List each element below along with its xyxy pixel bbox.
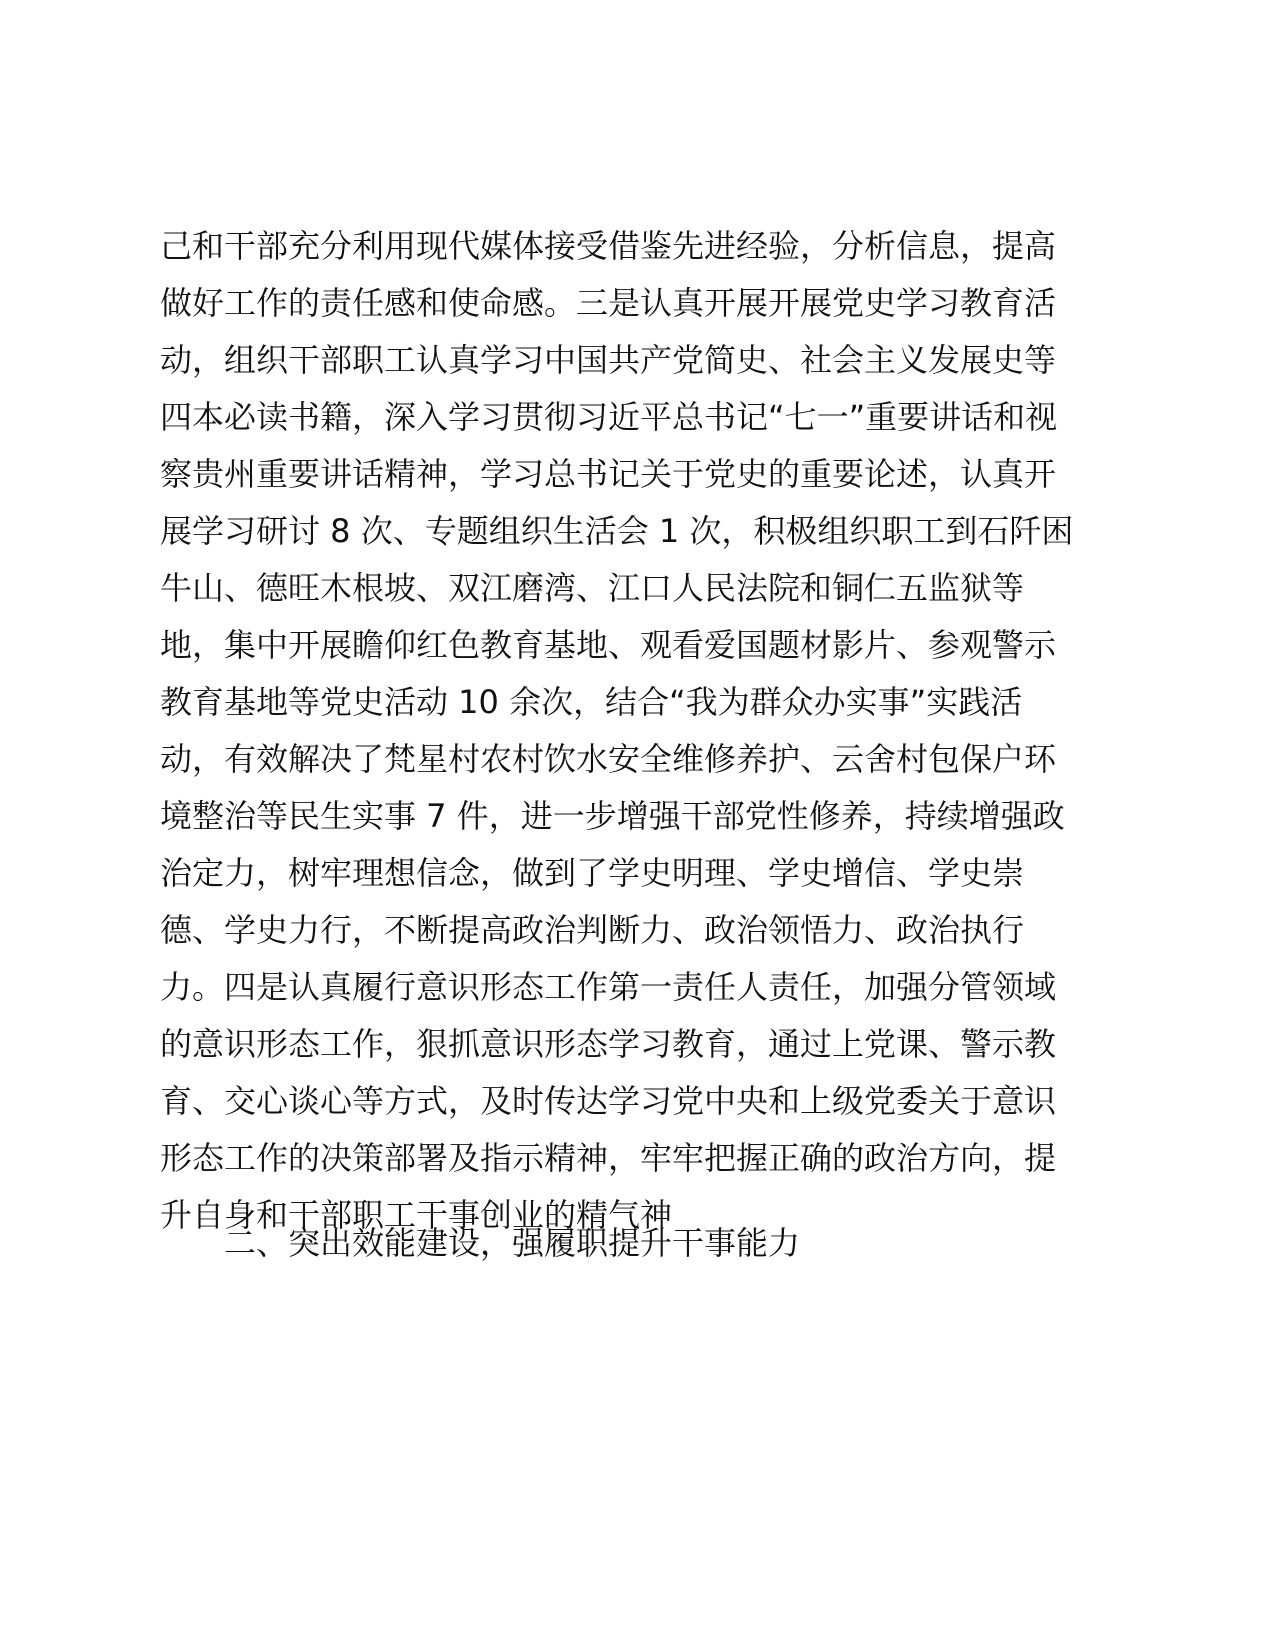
paragraph-line: 动，有效解决了梵星村农村饮水安全维修养护、云舍村包保户环 — [160, 740, 1057, 778]
paragraph-line: 境整治等民生实事 7 件，进一步增强干部党性修养，持续增强政 — [160, 797, 1065, 835]
paragraph-line: 牛山、德旺木根坡、双江磨湾、江口人民法院和铜仁五监狱等 — [160, 569, 1025, 607]
paragraph-line: 展学习研讨 8 次、专题组织生活会 1 次，积极组织职工到石阡困 — [160, 512, 1074, 550]
paragraph-line: 德、学史力行，不断提高政治判断力、政治领悟力、政治执行 — [160, 911, 1025, 949]
paragraph-line: 力。四是认真履行意识形态工作第一责任人责任，加强分管领域 — [160, 968, 1057, 1006]
paragraph-line: 的意识形态工作，狠抓意识形态学习教育，通过上党课、警示教 — [160, 1025, 1057, 1063]
paragraph-line: 治定力，树牢理想信念，做到了学史明理、学史增信、学史崇 — [160, 854, 1025, 892]
paragraph-line: 察贵州重要讲话精神，学习总书记关于党史的重要论述，认真开 — [160, 455, 1057, 493]
paragraph-line: 四本必读书籍，深入学习贯彻习近平总书记“七一”重要讲话和视 — [160, 398, 1058, 436]
paragraph-line: 地，集中开展瞻仰红色教育基地、观看爱国题材影片、参观警示 — [160, 626, 1057, 664]
paragraph-line: 己和干部充分利用现代媒体接受借鉴先进经验，分析信息，提高 — [160, 227, 1057, 265]
paragraph-line: 育、交心谈心等方式，及时传达学习党中央和上级党委关于意识 — [160, 1082, 1057, 1120]
paragraph-line: 形态工作的决策部署及指示精神，牢牢把握正确的政治方向，提 — [160, 1139, 1057, 1177]
section-heading: 二、突出效能建设，强履职提升干事能力 — [224, 1224, 801, 1262]
paragraph-line: 教育基地等党史活动 10 余次，结合“我为群众办实事”实践活 — [160, 683, 1023, 721]
paragraph-line: 做好工作的责任感和使命感。三是认真开展开展党史学习教育活 — [160, 284, 1057, 322]
paragraph-line: 升自身和干部职工干事创业的精气神 — [160, 1196, 673, 1234]
body-paragraph — [160, 218, 1074, 1244]
paragraph-line: 动，组织干部职工认真学习中国共产党简史、社会主义发展史等 — [160, 341, 1057, 379]
